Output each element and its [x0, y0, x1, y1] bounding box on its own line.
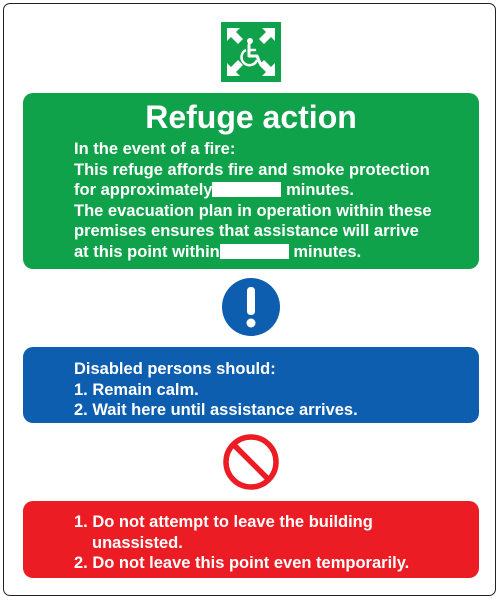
text-fragment: minutes.	[293, 242, 362, 261]
assembly-point-wheelchair-icon	[221, 22, 281, 82]
text-line: This refuge affords fire and smoke protection	[74, 160, 430, 179]
panel-title: Refuge action	[145, 99, 357, 135]
prohibition-instructions	[74, 512, 409, 574]
text-fragment: minutes.	[286, 181, 354, 199]
mandatory-exclamation-icon	[222, 278, 280, 336]
text-line: In the event of a fire:	[74, 140, 236, 158]
refuge-instructions	[74, 139, 432, 262]
text-line: 2. Wait here until assistance arrives.	[74, 401, 358, 419]
disabled-persons-panel	[23, 347, 479, 423]
text-line	[74, 180, 432, 201]
text-fragment: at this point within	[74, 242, 220, 261]
text-line: Disabled persons should:	[74, 360, 276, 378]
text-line: 2. Do not leave this point even temporarily.	[74, 554, 410, 572]
blank-minutes-field	[220, 244, 289, 259]
prohibition-icon	[222, 433, 280, 491]
text-line: unassisted.	[92, 533, 183, 552]
text-line	[74, 242, 432, 263]
text-line: The evacuation plan in operation within these	[74, 201, 432, 220]
disabled-persons-instructions	[74, 359, 358, 421]
prohibitions-panel	[23, 501, 479, 578]
text-line: 1. Do not attempt to leave the building	[74, 513, 373, 531]
text-line: premises ensures that assistance will arrive	[74, 222, 419, 240]
refuge-action-panel	[23, 93, 479, 269]
text-line: 1. Remain calm.	[74, 380, 199, 399]
text-fragment: for approximately	[74, 181, 213, 199]
blank-minutes-field	[212, 182, 281, 197]
